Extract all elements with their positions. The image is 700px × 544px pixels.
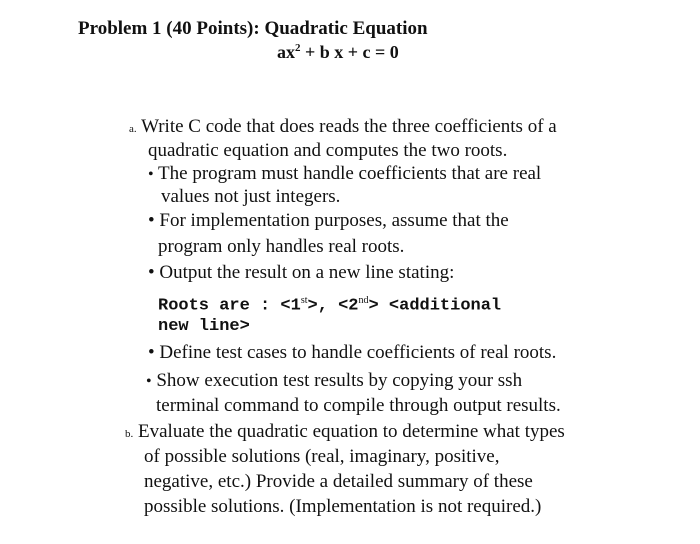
part-a-text: Write C code that does reads the three coefficients of a xyxy=(141,116,557,137)
code-first-close: >, xyxy=(307,296,328,316)
code-second-close: > xyxy=(368,296,379,316)
code-first-sup: st xyxy=(300,295,308,306)
equation-rest: + b x + c = 0 xyxy=(300,42,399,62)
bullet-3 xyxy=(148,262,454,284)
bullet-icon: • xyxy=(148,166,154,183)
bullet-icon: • xyxy=(148,262,155,283)
bullet-2-cont: program only handles real roots. xyxy=(158,236,405,257)
bullet-4-text: Define test cases to handle coefficients of real roots. xyxy=(159,342,557,363)
code-second: <2 xyxy=(327,296,359,316)
part-b-line4: possible solutions. (Implementation is not required.) xyxy=(144,496,542,517)
problem-title: Problem 1 (40 Points): Quadratic Equation xyxy=(78,18,428,39)
part-b-line3: negative, etc.) Provide a detailed summary of these xyxy=(144,471,533,492)
part-a-marker: a. xyxy=(129,123,137,135)
code-prefix: Roots are : xyxy=(158,296,271,316)
part-a-line1 xyxy=(129,116,557,140)
bullet-2 xyxy=(148,210,509,232)
bullet-2-text: For implementation purposes, assume that the xyxy=(159,210,509,231)
part-a-line2: quadratic equation and computes the two roots. xyxy=(148,140,508,161)
bullet-3-text: Output the result on a new line stating: xyxy=(159,262,455,283)
bullet-1-text: The program must handle coefficients that are real xyxy=(158,163,542,184)
code-first: <1 xyxy=(270,296,301,316)
equation-ax: ax xyxy=(277,42,295,62)
bullet-1 xyxy=(148,163,541,186)
bullet-5-text: Show execution test results by copying your ssh xyxy=(156,370,523,391)
bullet-1-cont: values not just integers. xyxy=(161,186,341,207)
equation-exponent: 2 xyxy=(295,42,301,54)
equation xyxy=(277,42,399,63)
bullet-5-cont: terminal command to compile through output results. xyxy=(156,395,561,416)
bullet-icon: • xyxy=(146,373,152,390)
bullet-icon: • xyxy=(148,342,155,363)
code-output-format xyxy=(158,290,501,318)
bullet-icon: • xyxy=(148,210,155,231)
code-second-sup: nd xyxy=(358,295,369,306)
bullet-4 xyxy=(148,342,556,364)
part-b-line2: of possible solutions (real, imaginary, positive, xyxy=(144,446,500,467)
part-b-marker: b. xyxy=(125,428,134,440)
bullet-5 xyxy=(146,370,522,393)
part-b-line1 xyxy=(125,421,565,445)
code-tail: <additional xyxy=(378,296,502,316)
part-b-text: Evaluate the quadratic equation to determine what types xyxy=(138,421,565,442)
code-output-format-cont: new line> xyxy=(158,317,250,336)
